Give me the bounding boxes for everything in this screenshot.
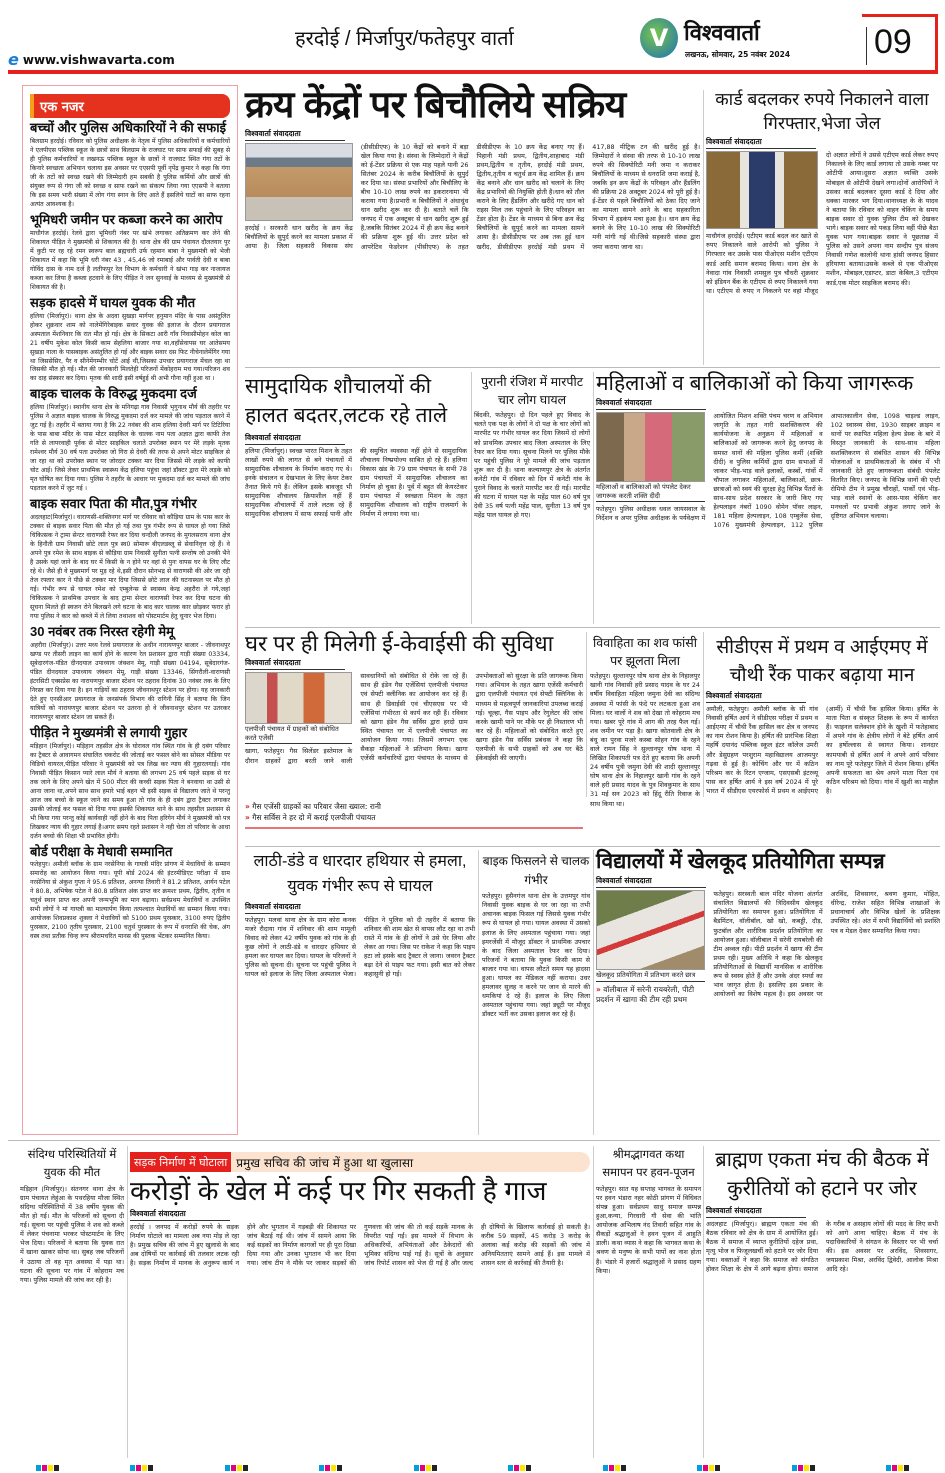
ek-nazar-item-body: फतेहपुर। अमौली ब्लॉक के ग्राम नरसेनिया के गायत्री मंदिर प्रांगण में मेधावियों के सम्मान समारोह का आयोजन किया गया। यूपी बोर्ड 2024 की इंटरमीडिएट परीक्षा में ग्राम नरसेनिया से अंकुश गुप्ता ने 95.6 प्रतिशत, अनन्या तिवारी ने 81.2 प्रतिशत, आर्यन पटेल ने 80.8, अभिषेक पटेल ने 80.8 प्रतिशत अंक प्राप्त कर क्रमशः प्रथम, द्वितीय, तृतीय व चतुर्थ स्थान प्राप्त कर अपनी जन्मभूमि का मान बढ़ाया। सर्वप्रथम मेधावियों व उपस्थित सभी लोगों ने मां गायत्री का माल्यार्पण किया तत्पश्चात मेधावियों का सम्मान किया गया। आयोजक शिवप्रकाश शुक्ला ने मेधावियों को 5100 प्रथम पुरस्कार, 3100 रुपए द्वितीय पुरस्कार, 2100 तृतीय पुरस्कार, 2100 चतुर्थ पुरस्कार के रूप में धनराशि की चेक, अंग वस्त्र तथा प्रतीक चिन्ह रूप श्रीरामचरित मानस की पुस्तक भेंटकर सम्मानित किया। bbox=[30, 861, 230, 941]
bike-headline: बाइक फिसलने से चालक गंभीर bbox=[482, 854, 590, 887]
byline: विश्ववार्ता संवाददाता bbox=[596, 398, 706, 410]
ek-nazar-item-body: बिलग्राम हरदोई। रविवार को पुलिस अधीक्षक के नेतृत्व में पुलिस अधिकारियों व कर्मचारियों ने एलपीएस पब्लिक स्कूल के छात्रों साथ बिलग्राम के राजघाट पर साफ सफाई की सुबह से ही पुलिस कर्मचारियों व लखनऊ पब्लिक स्कूल के छात्रों ने राजघाट स्थित गंगा तटों के किनारे स्वच्छता अभियान चलाया इस अवसर पर एएसपी पूर्वी नृपेंद्र कुमार ने कहा कि गंगा जी के तटों को स्वच्छ रखने की जिम्मेदारी हम सबकी है पुलिस कर्मियों और छात्रों की संयुक्त रूप से गंगा जी को स्वच्छ व साफ रखने का संकल्प लिया गया एएसपी ने बताया कि इस समय भारी संख्या में लोग गंगा स्नान के लिए आते हैं इसलिये घाटों का साफ रहना अत्यंत आवश्यक है। bbox=[30, 137, 230, 208]
lead-body: हरदोई । सरकारी धान खरीद के क्रय केंद्र बिचौलियों के सुपुर्द करने का मामला प्रकाश में आया है। जिला सहकारी विकास संघ (डीसीडीएफ) के 10 केंद्रों को बनाने में बड़ा खेल किया गया है। संस्था के जिम्मेदारों ने केंद्रों को ई-टेंडर प्रक्रिया से एक माह पहले यानी 26 सितंबर 2024 के करीब बिचौलियों के सुपुर्द कर दिया था। संस्था प्रभारियों और बिचौलिए के बीच 10-10 लाख रुपये का इकरारनामा भी कराया गया है।प्रभारी व बिचौलियों ने अंधाधुंध धान खरीद शुरू कर दी है। बताते चलें कि जनपद में एक अक्टूबर से धान खरीद शुरू हुई है,जबकि सितंबर 2024 में ही क्रय केंद्र बनाने की प्रक्रिया शुरू हुई थी। उत्तर प्रदेश को आपरेटिव फेडरेशन (पीसीएफ) के तहत डीसीडीएफ के 10 क्रय केंद्र बनाए गए हैं। पिहानी मंडी प्रथम, द्वितीय,शाहाबाद मंडी प्रथम,द्वितीय व तृतीय, हरदोई मंडी प्रथम, द्वितीय,तृतीय व चतुर्थ क्रय केंद्र शामिल हैं। क्रय केंद्र बनाने और धान खरीद को चलाने के लिए केंद्र प्रभारियों की नियुक्ति होती है।धान को तौल कराने के लिए हैंडलिंग और खरीदे गए धान को राइस मिल तक पहुंचाने के लिए परिवहन का टेंडर होता है। टेंडर के माध्यम से बिना क्रय केंद्र बिचौलियों के सुपुर्द करने का मामला सामने आया है। डीसीडीएफ पर अब तक हुई धान खरीद, डीसीडीएफ हरदोई मंडी प्रथम में 417,88 मीट्रिक टन की खरीद हुई है। जिम्मेदारों ने संस्था की तरफ से 10-10 लाख रुपये की सिक्योरिटी मनी जमा न कराकर बिचौलियों के माध्यम से धनराशि जमा कराई है, जबकि इन क्रय केंद्रों के परिवहन और हैंडलिंग की प्रक्रिया 28 अक्टूबर 2024 को पूरी हुई है। ई-टेंडर से पहले बिचौलियों को ठेका दिए जाने का मामला सामने आने के बाद सहकारिता विभाग में हड़कंप मचा हुआ है।। धान क्रय केंद्र बनाने के लिए 10-10 लाख की सिक्योरिटी मनी मांगी गई थी।जिसे सहकारी संस्था द्वारा जमा कराया जाना था। bbox=[245, 142, 700, 251]
bike-article bbox=[482, 852, 590, 1136]
cds-article bbox=[706, 634, 938, 797]
mahila-article bbox=[596, 372, 940, 624]
ek-nazar-item-body: माधौगंज हरदोई। रेलवे द्वारा भूमिधरी नंबर पर खंभे लगाकर अतिक्रमण कर लेने की शिकायत पीड़ित ने मुख्यमंत्री से शिकायत की है। थाना क्षेत्र की ग्राम पंचायत दौलतयार पुर में कुटी पर रह रहे रमन स्वरूप बाल ब्रह्मचारी उर्फ रहमान बाबा ने मुख्यमंत्री को भेजी शिकायत में कहा कि भूमि धरी नंबर 43 , 45,46 जो रमाबाई और पार्वती देवी व बाबा गोविंद दास के नाम दर्ज है लतीफपुर रेल विभाग के कर्मचारी ने खंभा गाड़ कर नाजायज कब्जा कर लिया है कब्जा हटवाने के लिए पीड़ित ने जन सुनवाई के माध्यम से मुख्यमंत्री से शिकायत की है। bbox=[30, 229, 230, 291]
registration-swatch bbox=[603, 1465, 626, 1471]
ek-nazar-item-title: पीड़ित ने मुख्यमंत्री से लगायी गुहार bbox=[30, 724, 188, 740]
mahila-caption: महिलाओं व बालिकाओं को पंपलेट देकर जागरूक करती शक्ति दीदी bbox=[596, 482, 705, 502]
lathi-body: फतेहपुर। मलवां थाना क्षेत्र के ग्राम कोरा कनक मजरे रौदाया गांव में शनिवार की शाम मामूली विवाद को लेकर 42 वर्षीय युवक को गांव के ही कुछ लोगों ने लाठी-डंडे व धारदार हथियार से हमला कर घायल कर दिया। घायल के परिजनों ने पुलिस को सूचना दी। सूचना पर पहुंची पुलिस ने घायल को इलाज के लिए जिला अस्पताल भेजा। पीड़ित ने पुलिस को दी तहरीर में बताया कि शनिवार की शाम खेत से वापस लौट रहा था तभी रास्ते में गांव के ही लोगों ने उसे घेर लिया और लेकर आ गया। जिस पर राकेश ने कहा कि पाइप हटा लो इसके बाद ट्रैक्टर ले जाना। जवरन ट्रैक्टर बढ़ा देने से पाइप फट गया। इसी बात को लेकर कहासुनी हो गई। bbox=[245, 915, 475, 979]
khelkud-headline: विद्यालयों में खेलकूद प्रतियोगिता सम्पन्न bbox=[596, 850, 885, 873]
vishwavarta-logo: V bbox=[640, 18, 678, 58]
vivahita-body: फतेहपुर। सुल्तानपुर घोष थाना क्षेत्र के निहालपुर खानी गांव निवासी हरी प्रसाद यादव के घर 24 वर्षीय विवाहिता महिला जमुना देवी का संदिग्ध अवस्था में फांसी के फंदे पर लटकता हुआ शव मिला। घर वालों ने शव को देखा तो कोहराम मच गया। खबर पूरे गांव में आग की तरह फैल गई। शव जमीन पर पड़ा है। खागा कोतवाली क्षेत्र के बंधु का पुरवा मजरे कस्बा सोहन गांव के रहने वाले रामन सिंह ने सुल्तानपुर घोष थाना में लिखित शिकायती पत्र देते हुए बताया कि अपनी 24 वर्षीय पुत्री जमुना देवी की शादी सुल्तानपुर घोष थाना क्षेत्र के निहालपुर खानी गांव के रहने वाले हरी प्रसाद यादव के पुत्र शिवकुमार के साथ 31 मई सन 2023 को हिंदू रीति रिवाज के साथ किया था। bbox=[590, 672, 700, 808]
ek-nazar-item-title: बाइक सवार पिता की मौत,पुत्र गंभीर bbox=[30, 496, 197, 512]
bhagwat-headline: श्रीमद्भागवत कथा समापन पर हवन-पूजन bbox=[602, 1149, 695, 1180]
ek-nazar-box bbox=[22, 85, 238, 1135]
mahila-photo-block bbox=[596, 412, 705, 502]
ghotala-strap bbox=[130, 1152, 590, 1172]
lathi-headline: लाठी-डंडे व धारदार हथियार से हमला, युवक गंभीर रूप से घायल bbox=[253, 853, 467, 895]
byline: विश्ववार्ता संवाददाता bbox=[706, 1206, 806, 1218]
sandigdh-headline: संदिग्ध परिस्थितियों में युवक की मौत bbox=[27, 1149, 117, 1180]
lead-body-columns bbox=[245, 143, 700, 365]
ghotala-headline: करोड़ों के खेल में कई पर गिर सकती है गाज bbox=[130, 1176, 547, 1206]
toilet-headline: सामुदायिक शौचालयों की हालत बदतर,लटक रहे ताले bbox=[245, 375, 448, 428]
sports-photo bbox=[596, 890, 705, 970]
print-color-bar bbox=[0, 1463, 945, 1473]
ghotala-article bbox=[130, 1176, 590, 1458]
lead-photo-block bbox=[245, 143, 353, 221]
ek-nazar-item-title: बच्चों और पुलिस अधिकारियों ने की सफाई bbox=[30, 120, 226, 135]
ek-nazar-item-body: हलिया (मिर्जापुर)। थाना क्षेत्र के अदवा सुखड़ा मार्गपर हनुमान मंदिर के पास असंतुलित होकर शुक्रवार शाम को नालेमेंगिरेबाइक सवार युवक की इलाज के दौरान प्रयागराज अस्पताल मेंशनिवार कि रात मौत हो गई। क्षेत्र के सिकटा आरी गाँव निवासीमोहन कोल का 21 वर्षीय मुकेश कोल किसी काम सेहलिया बाजार गया था,वहाँसेवापस घर आतेसमय सुखड़ा नाला के पासबाइक असंतुलित हो गई और बाइक सवार दस फिट नीचेनालेमेंगिर गया था जिससेसिर, पैर व सीनेमेंगम्भीर चोटें आई थी,जिसका उपचार प्रयागराज मेंचल रहा था जिसकी मौत हो गई। मौत की जानकारी मिलतेही परिजनों मेंकोहराम मच गया।परिजन शव का दाह संस्कार कर दिया। मृतक की शादी इसी वर्षहुई थी अभी गौना नहीं हुआ था । bbox=[30, 312, 230, 383]
ek-nazar-item-title: सड़क हादसे में घायल युवक की मौत bbox=[30, 294, 196, 310]
lathi-article bbox=[245, 850, 475, 1136]
bhagwat-body: फतेहपुर। सात यह सप्ताह भागवत के समापन पर हवन भंडारा नहर कोठी प्रांगण में विधिवत संपन्न हुआ। सर्वप्रथम साधु समाज सम्पन्न हुआ,कन्या, गिरधारी गौ सेवा की भांति आयोजक अभिलाष नंद तिवारी सहित गांव के सैकड़ों श्रद्धालुओं ने हवन पूजन में आहुति डाली। कथा व्यास ने कहा कि भागवत कथा के श्रवण से मनुष्य के सभी पापों का नाश होता है। भंडारे में हजारों श्रद्धालुओं ने प्रसाद ग्रहण किया। bbox=[596, 1184, 701, 1275]
cds-body: अमौली, फतेहपुर। अमौली ब्लॉक के सी गांव निवासी हर्षित आर्य ने सीडीएस परीक्षा में प्रथम व आईएमए में चौथी रैंक हासिल कर क्षेत्र व जनपद का नाम रोशन किया है। हर्षित की प्रारंभिक शिक्षा महर्षि दयानंद पब्लिक स्कूल इंटर कॉलेज उमरी और डेसुग्रहण परशुराम महाविद्यालय आजमपुर गढ़वा से हुई है। कोचिंग और घर में कठिन परिश्रम कर के रिटन एग्जाम, एसएसबी इंटरव्यू पास कर हर्षित आर्य ने इस वर्ष 2024 में पूरे भारत में सीडीएस एयरफोर्स में प्रथम व आईएमए (आर्मी) में चौथी रैंक हासिल किया। हर्षित के माता पिता व संस्कृत शिक्षक के रूप में कार्यरत हैं। फाइनल सलेक्शन होने के खुशी में फतेहाबाद में अपने गांव के क्षेत्रीय लोगों ने बेटे हर्षित आर्य का हर्षोल्लास से स्वागत किया। शानदार कामयाबी से हर्षित आर्य ने अपने आर्य परिवार का नाम पूरे फतेहपुर जिले में रोशन किया। हर्षित अपनी सफलता का श्रेय अपने माता पिता एवं कठिन परिश्रम को दिया। गांव में खुशी का माहौल है। bbox=[706, 705, 938, 795]
awareness-photo bbox=[596, 412, 705, 482]
browser-e-icon: e bbox=[8, 50, 19, 69]
bhagwat-article bbox=[596, 1146, 701, 1458]
pull-quote: » गैस सर्विस ने हर दो में कराई एलपीजी पंचायत bbox=[245, 812, 376, 822]
ek-nazar-item-body: अहरौरा (मिर्जापुर)। उत्तर मध्य रेलवे प्रयागराज के अधीन नारायणपुर बाजार - जीवनाथपुर खण्ड पर तीसरी लाइन का कार्य होने के कारण रेल प्रशासन द्वारा गाड़ी संख्या 03334, सूबेदारगंज-पंडित दीनदयाल उपाध्याय जंक्शन मेमू, गाड़ी संख्या 04194, सूबेदारगंज-पंडित दीनदयाल उपाध्याय जंक्शन मेमू, गाड़ी संख्या 13346, सिंगरौली-वाराणसी इंटरसिटी एक्सप्रेस का नारायणपुर बाजार स्टेशन पर ठहराव दिनांक 30 नवंबर तक के लिए निरस्त कर दिया गया है। इन गाड़ियों का ठहराव जीवनाथपुर स्टेशन पर होगा। यह जानकारी देते हुए एनसीआर प्रयागराज के जनसंपर्क विभाग की रागिनी सिंह ने बताया कि जिन यात्रियों को नारायणपुर बाजार स्टेशन पर उतरना हो वे जीवनाथपुर स्टेशन पर उतरकर नारायणपुर बाजार स्टेशन जा सकते हैं। bbox=[30, 641, 230, 721]
ekyc-pull-quotes bbox=[245, 800, 583, 829]
masthead bbox=[0, 0, 945, 75]
byline: विश्ववार्ता संवाददाता bbox=[245, 658, 345, 670]
sandigdh-body: मड़िहान (मिर्जापुर)। संतनगर थाना क्षेत्र के ग्राम पंचायत लेहुंआ के पथरहिया मौजा स्थित संदिग्ध परिस्थितियों में 38 वर्षीय युवक की मौत हो गई। मौत के परिजनों को सूचना दी गई। सूचना पर पहुंची पुलिस ने शव को कब्जे में लेकर पंचनामा भरकर पोस्टमार्टम के लिए भेज दिया। परिजनों ने बताया कि युवक रात में खाना खाकर सोया था। सुबह जब परिजनों ने उठाया तो वह मृत अवस्था में पड़ा था। घटना की सूचना पर गांव में कोहराम मच गया। पुलिस मामले की जांच कर रही है। bbox=[20, 1184, 124, 1284]
registration-swatch bbox=[319, 1465, 342, 1471]
header-red-rule bbox=[8, 70, 938, 74]
ek-nazar-item-title: बोर्ड परीक्षा के मेधावी सम्मानित bbox=[30, 843, 173, 859]
atm-article bbox=[706, 88, 938, 365]
lpg-panchayat-photo bbox=[245, 672, 352, 724]
khelkud-body-columns bbox=[596, 890, 940, 1136]
arrested-man-photo bbox=[706, 151, 818, 229]
byline: विश्ववार्ता संवाददाता bbox=[706, 691, 806, 703]
ek-nazar-item-body: अदलहाट(मिर्जापुर)। वाराणसी-शक्तिनगर मार्ग पर रविवार को कौड़िया ग्राम के पास कार के टक्कर से बाइक सवार पिता की मौत हो गई तथा पुत्र गंभीर रूप से घायल हो गया जिसे चिकित्सक ने ट्रामा सेन्टर वाराणसी रेफर कर दिया चन्दौली जनपद के मुगलसराय थाना क्षेत्र के हिनौती ग्राम निवासी छोटे लाल पुत्र स्व0 सोमारू बीएलडब्लू से सेवानिवृत्त रहे हैं। वे अपने पुत्र रमेश के साथ बाइक से कौड़िया ग्राम निवासी सुनीता पत्नी सन्तोष जो उनकी भैने है उसके यहां जाने के बाद घर में किसी के न होने पर वहां से पुनः वापस घर के लिए लौट रहे थे। जैसे ही वे मुख्यमार्ग पर मुड़ रहे थे,इसी दौरान सोनभद्र से वाराणसी की ओर जा रही तेज रफ्तार कार ने पीछे से टक्कर मार दिया जिससे छोटे लाल की घटनास्थल पर मौत हो गई। गंभीर रूप से घायल रमेश को एम्बुलेन्स से स्वास्थ्य केन्द्र अहरौरा ले गये,जहां चिकित्सक ने प्राथमिक उपचार के बाद ट्रामा सेन्टर वाराणसी रेफर कर दिया घटना की सूचना मिलते ही स्वजन रोने बिलखने लगे घटना के बाद कार चालक कार छोड़कर फरार हो गया पुलिस ने कार को कब्जे में ले लिया तथाशव को पोस्टमार्टम हेतु चुनार भेज दिया। bbox=[30, 514, 230, 620]
paddy-sacks-photo bbox=[245, 143, 353, 221]
atm-body-columns bbox=[706, 151, 938, 365]
ranjish-article bbox=[474, 373, 590, 624]
byline: विश्ववार्ता संवाददाता bbox=[245, 433, 345, 445]
ghotala-tag: सड़क निर्माण में घोटाला bbox=[130, 1152, 231, 1172]
registration-swatch bbox=[414, 1465, 437, 1471]
atm-photo-block bbox=[706, 151, 818, 229]
cds-headline: सीडीएस में प्रथम व आईएमए में चौथी रैंक पाकर बढ़ाया मान bbox=[716, 637, 928, 686]
bike-body: फतेहपुर। हुसैनगंज थाना क्षेत्र के उत्तमपुर गांव निवासी युवक बाइक से घर जा रहा था तभी अचानक बाइक फिसल गई जिससे युवक गंभीर रूप से घायल हो गया। घायल अवस्था में उसको इलाज के लिए अस्पताल पहुंचाया गया। जहां इमरजेंसी में मौजूद डॉक्टर ने प्राथमिक उपचार के बाद जिला अस्पताल रेफर कर दिया। परिजनों ने बताया कि युवक किसी काम से बाजार गया था। वापस लौटते समय यह हादसा हुआ। घायल का मेडिकल नहीं कराया। उधर हमलावर सुलह न करने पर जान से मारने की धमकियां दे रहे हैं। इलाज के लिए जिला अस्पताल पहुंचाया गया। जहां ड्यूटी पर मौजूद डॉक्टर भर्ती कर उसका इलाज कर रहे हैं। bbox=[482, 892, 590, 1019]
ghotala-strapline: प्रमुख सचिव की जांच में हुआ था खुलासा bbox=[236, 1155, 414, 1170]
byline: विश्ववार्ता संवाददाता bbox=[245, 129, 345, 141]
ek-nazar-item-body: हलिया (मिर्जापुर)। स्थानीय थाना क्षेत्र के मनिगढ़ा गाव निवासी भृगुनाथ मौर्य की तहरीर पर पुलिस ने अज्ञात बाइक चालक के विरुद्ध मुकदमा दर्ज कर मामले की जांच पड़ताल करने में जुट गई है। तहरीर में बताया गया है कि 22 नवंबर की शाम हलिया देवरी मार्ग पर टिटिरिया के पास बाबा मंदिर के पास मोटर साइकिल के चालक नाम पता अज्ञात द्वारा काफी तेज गति से लापरवाही पूर्वक से मोटर साइकिल चलाते उपरोक्त स्थान पर मेरे लड़के मृतक रामेश्वर मौर्य 30 वर्ष पता उपरोक्त जो गिरा से देवरी की तरफ से अपने मोटर साइकिल से जा रहा था को उपरोक्त स्थान पर जोरदार टक्कर मार दिया जिससे मेरे लड़के को काफी चोट आई। जिसे लेकर प्राथमिक स्वास्थ्य केंद्र हलिया पहुंचा जहां डॉक्टर द्वारा मेरे लड़के को मृत घोषित कर दिया गया। पुलिस ने तहरीर के आधार पर मुकदमा दर्ज कर मामले की जांच पड़ताल करने में जुट गई । bbox=[30, 404, 230, 493]
brahman-headline: ब्राह्मण एकता मंच की बैठक में कुरीतियों को हटाने पर जोर bbox=[715, 1149, 929, 1200]
ek-nazar-label: एक नजर bbox=[30, 94, 230, 118]
ek-nazar-item-title: बाइक चालक के विरुद्ध मुकदमा दर्ज bbox=[30, 386, 197, 402]
byline: विश्ववार्ता संवाददाता bbox=[245, 902, 345, 914]
registration-swatch bbox=[792, 1465, 815, 1471]
atm-headline: कार्ड बदलकर रुपये निकालने वाला गिरफ्तार,भेजा जेल bbox=[715, 89, 929, 133]
brahman-body: अदलहाट (मिर्जापुर)। ब्राह्मण एकता मंच की बैठक रविवार को क्षेत्र के ग्राम में आयोजित हुई। बैठक में समाज में व्याप्त कुरीतियों दहेज प्रथा, मृत्यु भोज व फिजूलखर्ची को हटाने पर जोर दिया गया। वक्ताओं ने कहा कि समाज को संगठित होकर शिक्षा के क्षेत्र में आगे बढ़ना होगा। समाज के गरीब व असहाय लोगों की मदद के लिए सभी को आगे आना चाहिए। बैठक में मंच के पदाधिकारियों ने संगठन के विस्तार पर भी चर्चा की। इस अवसर पर अरविंद, शिवसागर, जयप्रकाश मिश्रा, अरविंद द्विवेदी, आलोक मिश्रा आदि रहे। bbox=[706, 1220, 938, 1274]
page-number: 09 bbox=[874, 23, 912, 61]
ek-nazar-item-title: 30 नवंबर तक निरस्त रहेगी मेमू bbox=[30, 623, 174, 639]
ekyc-body-columns bbox=[245, 672, 583, 797]
ek-nazar-item-title: भूमिधरी जमीन पर कब्जा करने का आरोप bbox=[30, 211, 223, 227]
registration-swatch bbox=[508, 1465, 531, 1471]
byline: विश्ववार्ता संवाददाता bbox=[706, 137, 816, 149]
khelkud-caption: खेलकूद प्रतियोगिता में प्रतिभाग करते छात्र bbox=[596, 970, 705, 982]
mahila-body: फतेहपुर। पुलिस अधीक्षक धवल जायसवाल के निर्देशन व अपर पुलिस अधीक्षक के पर्यवेक्षण में आयोजित मिशन शक्ति पंचम चरण व अभियान जागृति के तहत नारी सशक्तिकरण की कार्ययोजना के अनुक्रम में महिलाओं व बालिकाओं को जागरूक करने हेतु जनपद के समस्त थानों की महिला पुलिस कर्मी (शक्ति दीदी) व पुलिस कर्मियों द्वारा ग्राम सभाओं में जाकर भीड़-भाड़ वाले इलाकों, कस्बों, गांवों में चौपाल लगाकर महिलाओं, बालिकाओं, छात्र-छात्राओं को स्वयं की सुरक्षा हेतु विभिन्न पैंतरों के साथ-साथ प्रदेश सरकार के जारी किए गए हेल्पलाइन नंबरों 1090 वोमेन पॉवर लाइन, 181 महिला हेल्पलाइन, 108 एम्बुलेंस सेवा, 1076 मुख्यमंत्री हेल्पलाइन, 112 पुलिस आपातकालीन सेवा, 1098 चाइल्ड लाइन, 102 स्वास्थ्य सेवा, 1930 साइबर क्राइम व थानों पर स्थापित महिला हेल्प डेस्क के बारे में विस्तृत जानकारी के साथ-साथ महिला सशक्तिकरण से संबंधित शासन की विभिन्न योजनाओं व प्राथमिकताओं के संबंध में भी जानकारी देते हुए जागरूकता संबंधी पंपलेट वितरित किए। जनपद के विभिन्न थानों की एन्टी रोमियो टीम ने प्रमुख चौराहों, पार्कों एवं भीड़-भाड़ वाले स्थानों के आस-पास चेकिंग कर मनचलों पर प्रभावी अंकुश लगाए जाने के दृष्टिगत अभियान चलाया। bbox=[596, 412, 940, 530]
website-link[interactable]: e www.vishwavarta.com bbox=[8, 50, 175, 69]
lead-headline: क्रय केंद्रों पर बिचौलिये सक्रिय bbox=[245, 84, 626, 125]
registration-swatch bbox=[225, 1465, 248, 1471]
byline: विश्ववार्ता संवाददाता bbox=[596, 876, 706, 888]
ekyc-article bbox=[245, 631, 583, 797]
ekyc-headline: घर पर ही मिलेगी ई-केवाईसी की सुविधा bbox=[245, 631, 554, 656]
atm-body: माधौगंज हरदोई। एटीएम कार्ड बदल कर खाते से रुपए निकालने वाले आरोपी को पुलिस ने गिरफ्तार कर उसके पास पीओएस मशीन एटीएम कार्ड आदि समान बरामद किया। थाना क्षेत्र के नेवादा गांव निवासी शमसुल पुत्र चौधरी शुक्रवार को इंडियन बैंक के एटीएम से रुपए निकालने गया था। एटीएम से रुपए न निकलने पर वहां मौजूद दो अज्ञात लोगों ने उससे एटीएम कार्ड लेकर रुपए निकालने के लिए कार्ड लगाया तो उसके नम्बर पर ओटीपी आया।दूसरा अज्ञात व्यक्ति उसके मोबाइल से ओटीपी देखने लगा।दोनों आरोपियों ने उसका कार्ड बदलकर दूसरा कार्ड दे दिया और धक्का मारकर भग दिया।थानाध्यक्ष के के यादव ने बताया कि रविवार को वाहन चेकिंग के समय बाइक सवार दो युवक पुलिस टीम को देखकर भागे। बाइक सवार को पकड़ लिया वहीं पीछे बैठा युवक भाग गया।बाइक सवार ने पूछताछ में पुलिस को उसने अपना नाम सन्दीप पुत्र संजय निवासी गणेश कालोनी थाना हांसी जनपद हिसार हरियाणा बताया।उसके कब्जे से एक पीओएस मशीन, मोबाइल,एडाप्टर, डाटा केबिल,3 एटीएम कार्ड,एक मोटर साइकिल बरामद की। bbox=[706, 151, 938, 295]
vivahita-article bbox=[590, 634, 700, 808]
ranjish-body: बिंदकी, फतेहपुर। दो दिन पहले हुए विवाद के चलते एक पक्ष के लोगों ने दो पक्ष के चार लोगों को मारपीट पर गंभीर घायल कर दिया जिसमें दो लोगों को प्राथमिक उपचार बाद जिला अस्पताल के लिए रेफर कर दिया गया। सूचना मिलने पर पुलिस मौके पर पहुंची पुलिस ने पूरे मामले की जांच पड़ताल शुरू कर दी है। थाना कल्याणपुर क्षेत्र के अंतर्गत कनेटी गांव में रविवार को दिन में कनेटी गांव के पुराने विवाद के चलते मारपीट कर दी गई। मारपीट की घटना में घायल पक्ष के महेंद्र पाल 60 वर्ष पुत्र देवी 35 वर्ष पत्नी महेंद्र पाल, सुनीता 13 वर्ष पुत्र महेंद्र पाल घायल हो गए। bbox=[474, 411, 590, 520]
brahman-article bbox=[706, 1146, 938, 1458]
ek-nazar-item-body: मड़िहान (मिर्जापुर)। मड़िहान तहसील क्षेत्र के घोरावल गांव स्थित गांव के ही दबंग परिवार का ट्रैक्टर से आवागमन संचालित चकरोट की जोताई कर फसल बोने का सोसल मीडिया पर विडियो वायरल,पीड़ित परिवार ने मुख्यमंत्री को पत्र लिख कर न्याय की गुहारलगाई। गांव निवासी पीड़ित किसान प्यारे लाल मौर्य ने बताया की लगभग 25 वर्ष पहले सड़क से घर तक जाने के लिए अपने खेत में 500 मीटर की कच्ची सड़क पिता ने बनवाया था उसी से आना जाना था,अपने साथ साथ हमारे भाई बहन भी इसी सड़क से विद्यालय जाते थे परन्तु आज जब बच्चो के स्कूल जाने का समय हुआ तो गांव के ही दबंग द्वारा ट्रैक्टर लगाकर उसकी जोताई कर फसल बो दिया गया इसकी शिकायत थाने के साथ तहसील प्रशासन से भी किया गया परन्तु कोई कार्यवाही नहीं होने के बाद पिता हरिगेन मौर्य ने मुख्यमंत्री को पत्र लिखकर न्याय की गुहार लगाई है।अगर समय रहते प्रशासन ने नही चेता तो परिवार के आधा दर्जन बच्चो की शिक्षा भी प्रभावित होगी। bbox=[30, 742, 230, 840]
ekyc-caption: एलपीजी पंचायत में ग्राहकों को संबोधित करते एजेंसी bbox=[245, 724, 352, 744]
byline: विश्ववार्ता संवाददाता bbox=[130, 1209, 230, 1221]
mahila-headline: महिलाओं व बालिकाओं को किया जागरूक bbox=[596, 372, 914, 395]
ranjish-headline: पुरानी रंजिश में मारपीट चार लोग घायल bbox=[480, 375, 584, 408]
toilet-body: हलिया (मिर्जापुर)। स्वच्छ भारत मिशन के तहत लाखों रुपये की लागत से बने पंचायतों में सामुदायिक शौचालय के निर्माण कराए गए थे। इनके संचालन व देखभाल के लिए केयर टेकर तैनात किये गये हैं। लेकिन इसके बावजूद भी सामुदायिक शौचालय क्रियाशील नहीं हैं सामुदायिक शौचालयों में ताले लटक रहे हैं सामुदायिक शौचालय में साफ सफाई पानी और की समुचित व्यवस्था नहीं होने से सामुदायिक शौचालय निष्प्रयोज्य साबित हो रहे हैं। हलिया विकास खंड के 79 ग्राम पंचायत के सभी 78 ग्राम पंचायतों में सामुदायिक शौचालय का निर्माण हो चुका है। पूर्व में बहुत सी केयरटेकर ग्राम पंचायत में स्वच्छता मिशन के तहत सामुदायिक शौचालय को राष्ट्रीय राजमार्ग के निर्माण में लगाया गया था। bbox=[245, 446, 467, 519]
pull-quote: » गैस एजेंसी ग्राहकों का परिवार जैसा ख्याल: रानी bbox=[245, 802, 381, 811]
khelkud-body: फतेहपुर। सरस्वती बाल मंदिर योजना अंतर्गत संचालित विद्यालयों की त्रिदिवसीय खेलकूद प्रतियोगिता का समापन हुआ। प्रतियोगिता में बैडमिंटन, वॉलीबॉल, खो खो, कबड्डी, दौड़, फुटबॉल और शारीरिक प्रदर्शन प्रतियोगिता का आयोजन हुआ। वॉलीबाल में सरेनी रायबरेली की टीम अव्वल रही। पीटी प्रदर्शन में खागा की टीम प्रथम रही। मुख्य अतिथि ने कहा कि खेलकूद प्रतियोगिताओं से विद्यार्थी मानसिक व शारीरिक रूप से स्वस्थ होते हैं और उनके अंदर स्पर्धा का भाव जागृत होता है। इसलिए इस प्रकार के आयोजनों का विशेष महत्व है। इस अवसर पर अरविंद, शिवसागर, श्रवण कुमार, मोहित, धीरेन्द्र, राजेश सहित विभिन्न शाखाओं के प्रधानाचार्य और विभिन्न खेलों के प्रशिक्षक उपस्थित रहे। अंत में सभी विद्यार्थियों को प्रशस्ति पत्र व मेडल देकर सम्मानित किया गया। bbox=[713, 890, 940, 999]
sandigdh-article bbox=[20, 1146, 124, 1458]
dateline: लखनऊ, सोमवार, 25 नवंबर 2024 bbox=[685, 50, 791, 59]
section-title: हरदोई / मिर्जापुर/फतेहपुर वार्ता bbox=[295, 28, 514, 50]
mahila-body-columns bbox=[596, 412, 940, 624]
ekyc-photo-block bbox=[245, 672, 352, 744]
khelkud-article bbox=[596, 850, 940, 1136]
lead-article bbox=[245, 84, 700, 365]
registration-swatch bbox=[130, 1465, 153, 1471]
logo-text: विश्ववार्ता bbox=[684, 20, 760, 45]
ekyc-body: खागा, फतेहपुर। गैस सिलेंडर इस्तेमाल के दौरान ग्राहकों द्वारा बरती जाने वाली सावधानियों को संबोधित से रोके जा रहे हैं। साथ ही इंडेन गैस एजेंसियां एलपीजी पंचायत एवं सेफ्टी क्लीनिक का आयोजन कर रहे हैं। साथ ही डिवाईसी एवं चीएसएस पर भी एजेंसियां गंभीरता से कार्य कर रही हैं। रविवार को खागा इंडेन गैस सर्विस द्वारा हरदो ग्राम स्थित पंचायत घर में एलपीजी पंचायत का आयोजन किया गया। जिसमें लगभग एक सैकड़ा महिलाओं ने प्रतिभाग किया। खागा एजेंसी कर्मचारियों द्वारा पंचायत के माध्यम से उपभोक्ताओं को सुरक्षा के प्रति जागरूक किया गया। अभियान के तहत खागा एजेंसी कर्मचारी द्वारा एलपीजी पंचायत एवं सेफ्टी क्लिनिक के माध्यम से महत्वपूर्ण जानकारियां उपलब्ध कराई गई। चूल्हा, गैस पाइप और रेगुलेटर की जांच करके खामी पाने पर मौके पर ही निस्तारण भी कर रहे हैं। महिलाओं को संबोधित करते हुए खागा इंडेन गैस सर्विस प्रबंधक ने कहा कि एलपीजी के सभी ग्राहकों को अब घर बैठे ईकेवाईसी की जाएगी। bbox=[245, 672, 583, 765]
khelkud-pull-quote: » वॉलीबाल में सरेनी रायबरेली, पीटी प्रदर्शन में खागा की टीम रही प्रथम bbox=[596, 984, 695, 1005]
toilet-article bbox=[245, 372, 467, 624]
page-number-box bbox=[862, 14, 938, 72]
khelkud-photo-block bbox=[596, 890, 705, 1006]
registration-swatch bbox=[886, 1465, 909, 1471]
registration-swatch bbox=[36, 1465, 59, 1471]
ghotala-body: हरदोई । जनपद में करोड़ों रुपये के सड़क निर्माण घोटाले का मामला अब नया मोड़ ले रहा है। प्रमुख सचिव की जांच में हुए खुलासे के बाद अब दोषियों पर कार्रवाई की तलवार लटक रही है। सड़क निर्माण में मानक के अनुरूप कार्य न होने और भुगतान में गड़बड़ी की शिकायत पर जांच बैठाई गई थी। जांच में सामने आया कि कई सड़कों का निर्माण कागजों पर ही पूरा दिखा दिया गया और उनका भुगतान भी कर दिया गया। जांच टीम ने मौके पर जाकर सड़कों की गुणवत्ता की जांच की तो कई सड़कें मानक के विपरीत पाई गईं। इस मामले में विभाग के अधिकारियों, अभियंताओं और ठेकेदारों की भूमिका संदिग्ध पाई गई है। सूत्रों के अनुसार जांच रिपोर्ट शासन को भेज दी गई है और जल्द ही दोषियों के खिलाफ कार्रवाई हो सकती है। करीब 59 सड़कों, 45 करोड़ 3 करोड़ के अलावा कई करोड़ की सड़कों की जांच में अनियमितताएं सामने आई हैं। इस मामले में शासन स्तर से कार्रवाई की तैयारी है। bbox=[130, 1223, 590, 1268]
vivahita-headline: विवाहिता का शव फांसी पर झूलता मिला bbox=[593, 636, 697, 669]
registration-swatch bbox=[697, 1465, 720, 1471]
